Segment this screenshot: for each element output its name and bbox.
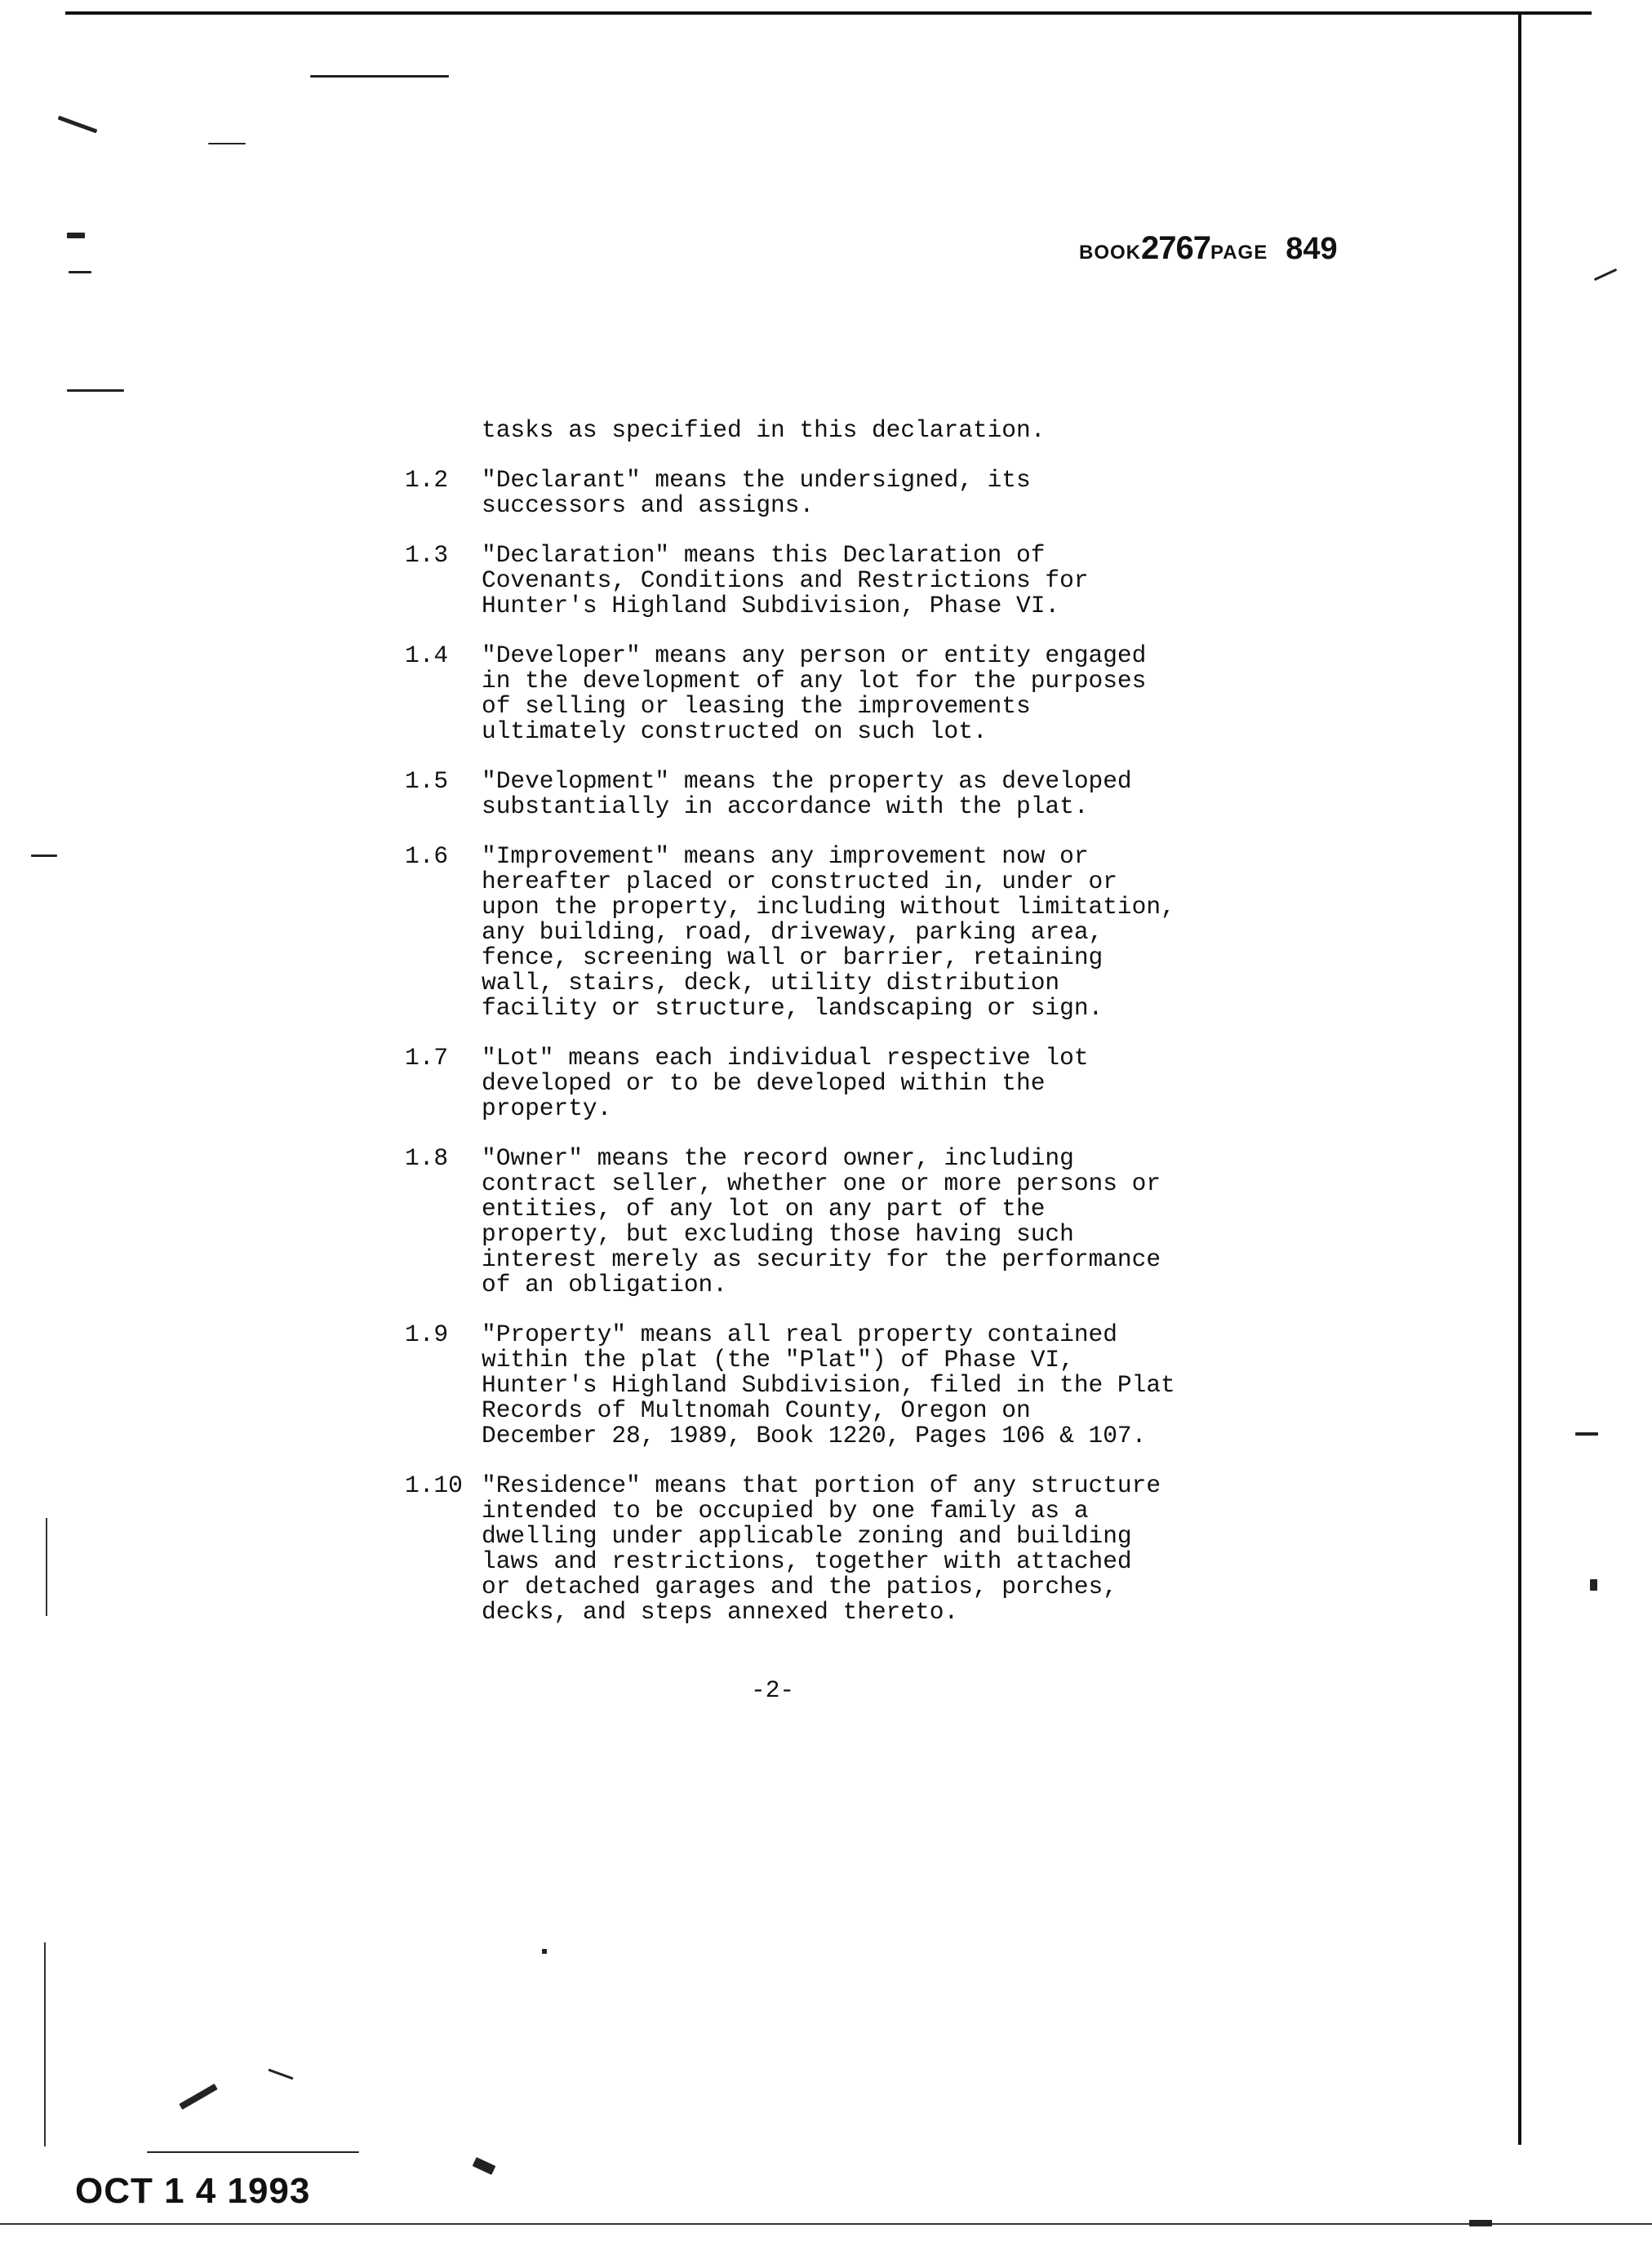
definition-number: 1.7	[405, 1044, 449, 1072]
document-body	[405, 418, 1303, 1649]
definition-line: facility or structure, landscaping or sign.	[482, 994, 1104, 1022]
definition-line: dwelling under applicable zoning and building	[482, 1522, 1132, 1550]
scan-speck	[58, 116, 98, 134]
scan-speck	[473, 2157, 496, 2175]
scan-speck	[1575, 1432, 1598, 1436]
definition-line: any building, road, driveway, parking area,	[482, 918, 1104, 946]
definition-text	[482, 1146, 1161, 1298]
definition-text	[482, 643, 1146, 744]
definition-line: "Declaration" means this Declaration of	[482, 541, 1046, 569]
definition-item	[405, 769, 1303, 819]
left-margin-mark	[44, 1942, 46, 2146]
definition-number: 1.9	[405, 1321, 449, 1348]
scan-speck	[310, 75, 449, 78]
definition-line: entities, of any lot on any part of the	[482, 1195, 1046, 1223]
definition-number: 1.2	[405, 466, 449, 494]
definition-text	[482, 1473, 1161, 1625]
definition-text	[482, 769, 1132, 819]
definition-item	[405, 1146, 1303, 1298]
definition-line: "Development" means the property as developed	[482, 767, 1132, 795]
definition-text	[482, 468, 1031, 518]
definition-text	[482, 844, 1175, 1021]
definition-line: "Owner" means the record owner, including	[482, 1144, 1074, 1172]
definition-item	[405, 1322, 1303, 1449]
definition-item	[405, 543, 1303, 619]
scan-speck	[208, 143, 246, 144]
definition-line: successors and assigns.	[482, 491, 815, 519]
definition-line: of an obligation.	[482, 1271, 727, 1298]
definition-number: 1.4	[405, 641, 449, 669]
definition-line: wall, stairs, deck, utility distribution	[482, 969, 1060, 996]
definition-line: within the plat (the "Plat") of Phase VI,	[482, 1346, 1074, 1374]
definition-line: substantially in accordance with the plat.	[482, 792, 1089, 820]
definition-line: hereafter placed or constructed in, under or	[482, 868, 1117, 895]
definition-line: Records of Multnomah County, Oregon on	[482, 1396, 1031, 1424]
left-margin-mark	[46, 1518, 47, 1616]
book-page-stamp	[1079, 230, 1338, 267]
scan-speck	[31, 854, 57, 857]
scan-speck	[542, 1949, 547, 1954]
page-footer: -2-	[751, 1676, 795, 1704]
definition-line: ultimately constructed on such lot.	[482, 717, 988, 745]
definition-number: 1.6	[405, 842, 449, 870]
scan-speck	[67, 389, 124, 392]
definition-number: 1.10	[405, 1471, 463, 1499]
definition-item	[405, 643, 1303, 744]
definition-item	[405, 468, 1303, 518]
definition-item	[405, 1045, 1303, 1121]
continuation-text: tasks as specified in this declaration.	[482, 416, 1046, 444]
definition-number: 1.3	[405, 541, 449, 569]
definition-line: or detached garages and the patios, porches,	[482, 1573, 1117, 1600]
definition-line: property, but excluding those having such	[482, 1220, 1074, 1248]
definition-line: intended to be occupied by one family as a	[482, 1497, 1089, 1525]
scan-speck	[69, 271, 91, 273]
definition-text	[482, 1322, 1175, 1449]
definition-line: "Improvement" means any improvement now or	[482, 842, 1089, 870]
right-border-line	[1518, 15, 1521, 2145]
scan-speck	[1594, 269, 1617, 281]
definition-line: developed or to be developed within the	[482, 1069, 1046, 1097]
definition-line: upon the property, including without limitation,	[482, 893, 1175, 921]
definition-item	[405, 1473, 1303, 1625]
definition-line: fence, screening wall or barrier, retaining	[482, 943, 1104, 971]
scan-speck	[67, 233, 85, 238]
scan-speck	[268, 2069, 293, 2080]
definition-line: in the development of any lot for the purposes	[482, 667, 1147, 695]
scan-speck	[1590, 1579, 1597, 1591]
book-number: 2767	[1141, 230, 1210, 266]
top-border-line	[65, 11, 1592, 15]
definition-line: "Residence" means that portion of any structure	[482, 1471, 1161, 1499]
definition-line: "Declarant" means the undersigned, its	[482, 466, 1031, 494]
definition-number: 1.8	[405, 1144, 449, 1172]
definition-text	[482, 1045, 1089, 1121]
page-label: PAGE	[1210, 242, 1268, 264]
definitions-list	[405, 468, 1303, 1625]
definition-line: of selling or leasing the improvements	[482, 692, 1031, 720]
definition-line: "Lot" means each individual respective lot	[482, 1044, 1089, 1072]
scan-speck	[179, 2084, 217, 2110]
definition-line: decks, and steps annexed thereto.	[482, 1598, 959, 1626]
definition-line: December 28, 1989, Book 1220, Pages 106 & 107.	[482, 1422, 1147, 1449]
definition-item	[405, 844, 1303, 1021]
scan-speck	[147, 2151, 359, 2153]
definition-line: contract seller, whether one or more persons or	[482, 1170, 1161, 1197]
page-number: 849	[1286, 232, 1338, 266]
definition-line: Hunter's Highland Subdivision, Phase VI.	[482, 592, 1060, 619]
definition-text	[482, 543, 1089, 619]
book-label: BOOK	[1079, 242, 1141, 264]
definition-number: 1.5	[405, 767, 449, 795]
date-stamp: OCT 1 4 1993	[75, 2171, 311, 2211]
definition-line: "Developer" means any person or entity engaged	[482, 641, 1147, 669]
definition-line: Covenants, Conditions and Restrictions for	[482, 566, 1089, 594]
definition-line: property.	[482, 1094, 612, 1122]
definition-line: Hunter's Highland Subdivision, filed in the Plat	[482, 1371, 1175, 1399]
scan-speck	[1469, 2220, 1492, 2226]
definition-line: "Property" means all real property contained	[482, 1321, 1117, 1348]
definition-line: laws and restrictions, together with attached	[482, 1547, 1132, 1575]
definition-line: interest merely as security for the performance	[482, 1245, 1161, 1273]
bottom-border-line	[0, 2223, 1652, 2225]
